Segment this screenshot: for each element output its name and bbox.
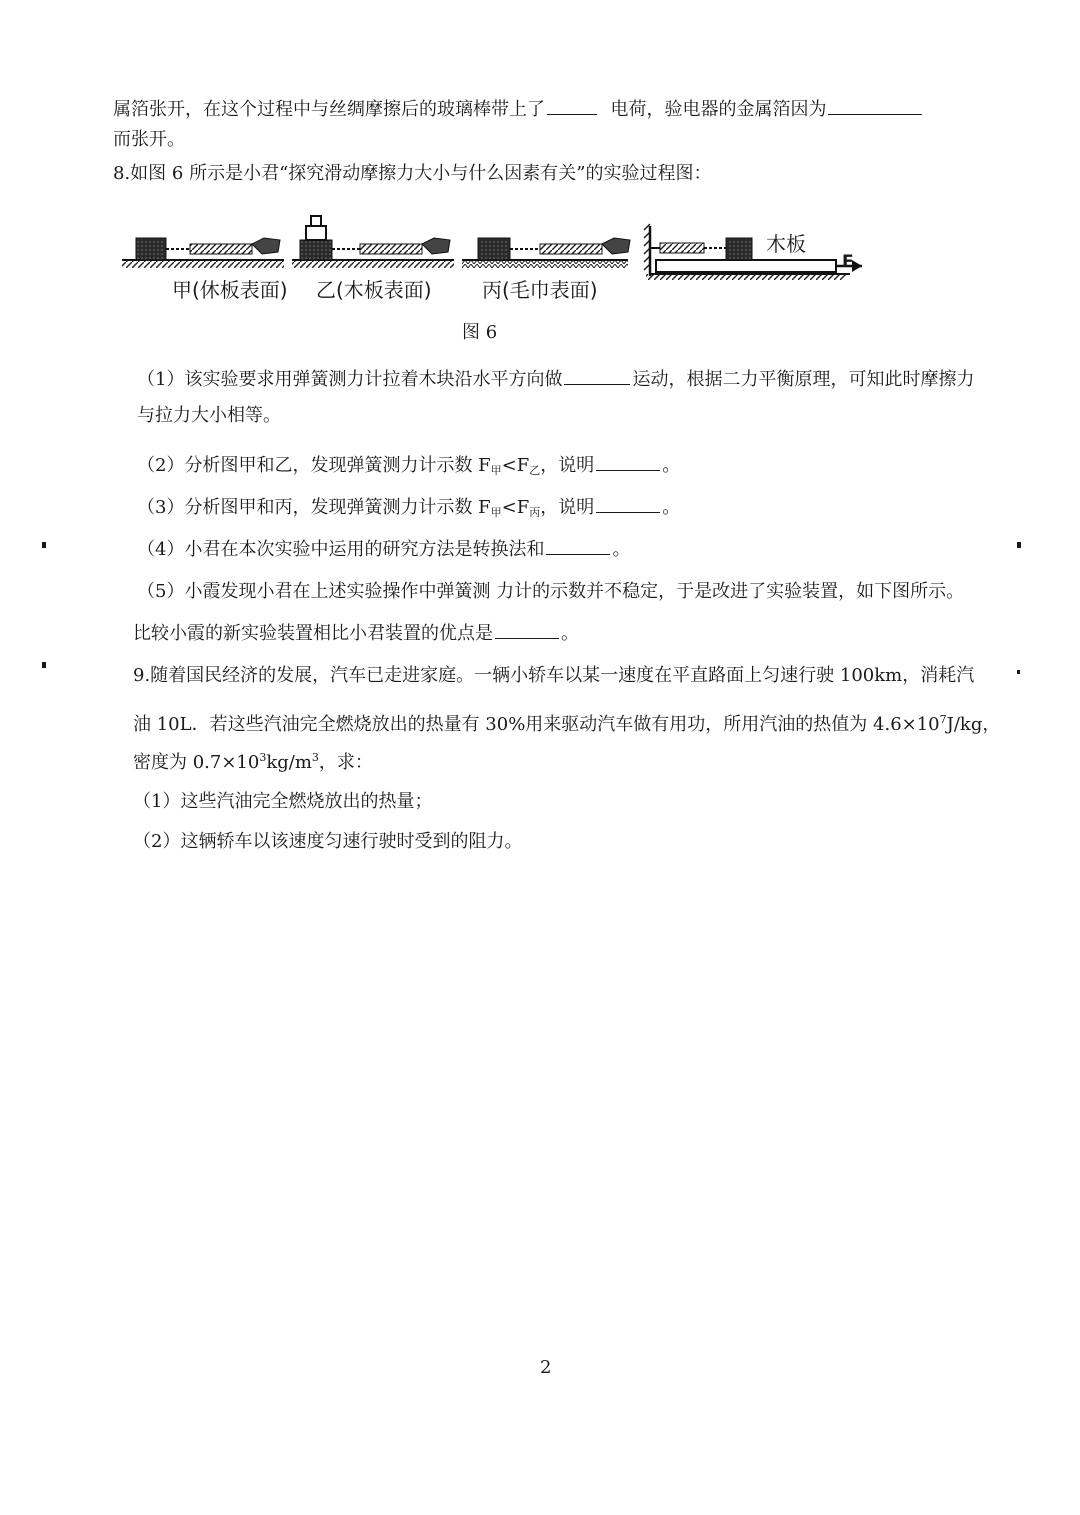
setup-jia [122, 238, 284, 268]
q9-l2-text-b: J/kg， [946, 714, 1001, 735]
superscript: 3 [259, 751, 267, 764]
page-number: 2 [540, 1357, 552, 1378]
q8-p5-end: 。 [561, 623, 579, 644]
q8-p3-text-b: ，说明 [540, 497, 595, 518]
q8-p2-end: 。 [662, 455, 681, 476]
q8-p1-text-b: 运动，根据二力平衡原理，可知此时摩擦力 [632, 369, 975, 390]
subscript: 乙 [529, 464, 541, 477]
q8-p3-text-a: （3）分析图甲和丙，发现弹簧测力计示数 F [137, 497, 491, 518]
q8-part-2 [137, 452, 680, 483]
answer-blank[interactable] [547, 96, 597, 115]
q9-l3-text-b: kg/m [266, 752, 312, 773]
q9-sub-1: （1）这些汽油完全燃烧放出的热量； [133, 791, 433, 812]
q9-l3-text-c: ，求： [318, 752, 373, 773]
label-bing: 丙(毛巾表面) [482, 278, 598, 302]
q9-l3-text-a: 密度为 0.7×10 [133, 752, 260, 773]
figure-caption: 图 6 [462, 322, 498, 343]
label-force: F [842, 252, 854, 272]
q9-line-2 [133, 708, 1000, 737]
answer-blank[interactable] [596, 494, 660, 513]
label-board: 木板 [766, 232, 806, 256]
subscript: 丙 [529, 506, 541, 519]
q8-p5-text: 比较小霞的新实验装置相比小君装置的优点是 [133, 623, 493, 644]
q9-l2-text-a: 油 10L．若这些汽油完全燃烧放出的热量有 30%用来驱动汽车做有用功，所用汽油的热值为 4.6×10 [133, 714, 940, 735]
q8-part-5: （5）小霞发现小君在上述实验操作中弹簧测 力计的示数并不稳定，于是改进了实验装置，如下图所示。 [137, 581, 965, 602]
q8-p3-end: 。 [662, 497, 681, 518]
label-yi: 乙(木板表面) [316, 278, 432, 302]
q8-intro: 8.如图 6 所示是小君“探究滑动摩擦力大小与什么因素有关”的实验过程图： [113, 163, 712, 184]
q8-p2-text-b: ，说明 [540, 455, 595, 476]
prev-text-a: 属箔张开，在这个过程中与丝绸摩擦后的玻璃棒带上了 [113, 99, 545, 120]
q8-p1-text-a: （1）该实验要求用弹簧测力计拉着木块沿水平方向做 [137, 369, 563, 390]
superscript: 3 [311, 751, 319, 764]
scan-speck [42, 662, 46, 668]
setup-yi [292, 216, 454, 268]
q8-p2-lt: <F [501, 455, 530, 476]
q8-part-4 [137, 536, 630, 562]
setup-bing [462, 238, 630, 268]
superscript: 7 [939, 713, 947, 726]
q8-part-1 [137, 366, 974, 392]
scan-speck [1017, 542, 1021, 548]
prev-text-b: 电荷，验电器的金属箔因为 [610, 99, 827, 120]
q8-part-3 [137, 494, 680, 525]
label-jia: 甲(休板表面) [172, 278, 288, 302]
answer-blank[interactable] [495, 620, 559, 639]
subscript: 甲 [490, 464, 502, 477]
prev-question-line-2: 而张开。 [113, 129, 185, 150]
scan-speck [42, 542, 46, 548]
scan-speck [1017, 670, 1020, 674]
answer-blank[interactable] [564, 366, 630, 385]
setup-improved [644, 224, 862, 280]
prev-question-line-1 [113, 96, 924, 122]
q9-line-3 [133, 746, 373, 775]
q8-p2-text-a: （2）分析图甲和乙，发现弹簧测力计示数 F [137, 455, 491, 476]
q9-line-1: 9.随着国民经济的发展，汽车已走进家庭。一辆小轿车以某一速度在平直路面上匀速行驶 100km，消耗汽 [133, 665, 975, 686]
answer-blank[interactable] [546, 536, 610, 555]
answer-blank[interactable] [828, 96, 922, 115]
q8-p4-text: （4）小君在本次实验中运用的研究方法是转换法和 [137, 539, 545, 560]
q8-p3-lt: <F [501, 497, 530, 518]
q9-sub-2: （2）这辆轿车以该速度匀速行驶时受到的阻力。 [133, 831, 523, 852]
q8-p4-end: 。 [612, 539, 631, 560]
answer-blank[interactable] [596, 452, 660, 471]
subscript: 甲 [490, 506, 502, 519]
figure-6 [120, 208, 880, 312]
q8-part-1-cont: 与拉力大小相等。 [137, 405, 281, 426]
q8-part-5-cont [133, 620, 579, 646]
